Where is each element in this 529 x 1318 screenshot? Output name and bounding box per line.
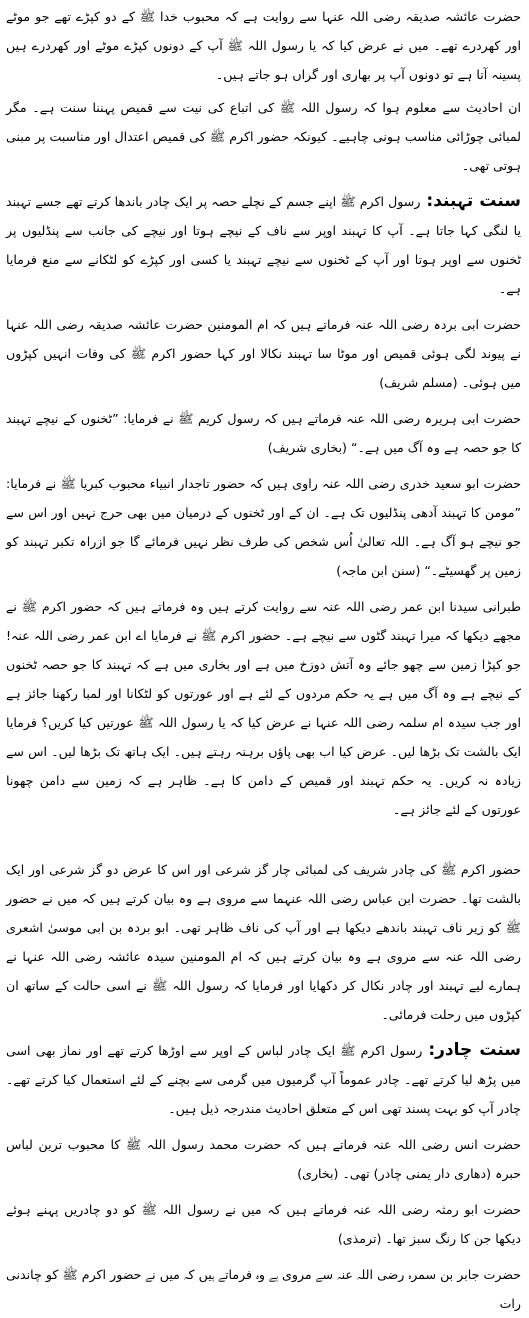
paragraph-text: رسول اکرم ﷺ اپنے جسم کے نچلے حصہ پر ایک چادر باندھا کرتے تھے جسے تہبند یا لنگی کہا جاتا ہے۔ آپ کا تہبند اوپر سے ناف کے نیچے ہوتا اور نیچے کی جانب سے پنڈلیوں پر ٹخنوں سے اوپر ہوتا اور آپ کے ٹخنوں سے نیچے تہبند یا کسی اور کپڑے کو لٹکانے سے منع فرمایا ہے۔ <box>6 194 521 296</box>
paragraph-6 <box>6 469 521 585</box>
paragraph-1 <box>6 2 521 89</box>
paragraph-2 <box>6 93 521 180</box>
paragraph-text: حضرت عائشہ صدیقہ رضی اللہ عنہا سے روایت ہے کہ محبوب خدا ﷺ کے دو کپڑے تھے جو موٹے اور کھردرے تھے۔ میں نے عرض کیا کہ یا رسول اللہ ﷺ آپ کے دونوں کپڑے موٹے اور کھردرے ہیں پسینہ آتا ہے تو دونوں آپ پر بھاری اور گراں ہو جاتے ہیں۔ <box>6 9 521 82</box>
paragraph-5 <box>6 404 521 462</box>
paragraph-9 <box>6 1036 521 1123</box>
paragraph-8 <box>6 855 521 1029</box>
paragraph-text: حضرت ابو سعید خدری رضی اللہ عنہ راوی ہیں کہ حضور تاجدار انبیاء محبوب کبریا ﷺ نے فرمایا: ”مومن کا تہبند آدھی پنڈلیوں تک ہے۔ ان کے اور ٹخنوں کے درمیان میں بھی حرج نہیں اور اس سے جو نیچے ہو آگ ہے۔ اللہ تعالیٰ اُس شخص کی طرف نظر نہیں فرمائے گا جو ازراہ تکبر تہبند کو زمین پر گھسیٹے۔“ (سنن ابن ماجہ) <box>6 476 521 578</box>
paragraph-text: حضور اکرم ﷺ کی چادر شریف کی لمبائی چار گز شرعی اور اس کا عرض دو گز شرعی اور ایک بالشت تھا۔ حضرت ابن عباس رضی اللہ عنہما سے مروی ہے وہ بیان کرتے ہیں کہ میں نے حضور ﷺ کو زیر ناف تہبند باندھے دیکھا ہے اور آپ کی ناف ظاہر تھی۔ ابو بردہ بن ابی موسیٰ اشعری رضی اللہ عنہ سے مروی ہے وہ بیان کرتے ہیں کہ ام المومنین سیدہ عائشہ رضی اللہ عنہا نے ہمارے لیے تہبند اور چادر نکال کر دکھایا اور فرمایا کہ رسول اللہ ﷺ نے اسی حالت کے ساتھ ان کپڑوں میں رحلت فرمائی۔ <box>6 862 521 1022</box>
paragraph-4 <box>6 310 521 397</box>
paragraph-text: ان احادیث سے معلوم ہوا کہ رسول اللہ ﷺ کی اتباع کی نیت سے قمیص پہننا سنت ہے۔ مگر لمبائی چوڑائی مناسب ہونی چاہیے۔ کیونکہ حضور اکرم ﷺ کی قمیص اعتدال اور مناسبت پر مبنی ہوتی تھی۔ <box>6 100 521 173</box>
paragraph-text: حضرت ابو رمثہ رضی اللہ عنہ فرماتے ہیں کہ میں نے رسول اللہ ﷺ کو دو چادریں پہنے ہوئے دیکھا جن کا رنگ سبز تھا۔ (ترمذی) <box>6 1202 521 1246</box>
paragraph-text: حضرت انس رضی اللہ عنہ فرماتے ہیں کہ حضرت محمد رسول اللہ ﷺ کا محبوب ترین لباس حبرہ (دھاری دار یمنی چادر) تھی۔ (بخاری) <box>6 1137 521 1181</box>
paragraph-7 <box>6 592 521 824</box>
paragraph-12 <box>6 1260 521 1318</box>
paragraph-text: حضرت ابی ہریرہ رضی اللہ عنہ فرماتے ہیں کہ رسول کریم ﷺ نے فرمایا: ”ٹخنوں کے نیچے تہبند کا جو حصہ ہے وہ آگ میں ہے۔“ (بخاری شریف) <box>6 411 521 455</box>
paragraph-text: رسول اکرم ﷺ ایک چادر لباس کے اوپر سے اوڑھا کرتے تھے اور نماز بھی اسی میں پڑھ لیا کرتے تھے۔ چادر عموماً آپ گرمیوں میں گرمی سے بچنے کے لئے استعمال کیا کرتے تھے۔ چادر آپ کو بہت پسند تھی اس کے متعلق احادیث مندرجہ ذیل ہیں۔ <box>6 1043 521 1116</box>
paragraph-11 <box>6 1195 521 1253</box>
section-heading-chadar: سنت چادر: <box>428 1040 521 1060</box>
section-heading-tahband: سنت تہبند: <box>426 191 521 211</box>
paragraph-text: طبرانی سیدنا ابن عمر رضی اللہ عنہ سے روایت کرتے ہیں وہ فرماتے ہیں کہ حضور اکرم ﷺ نے مجھے دیکھا کہ میرا تہبند گٹوں سے نیچے ہے۔ حضور اکرم ﷺ نے فرمایا اے ابن عمر رضی اللہ عنہ! جو کپڑا زمین سے چھو جائے وہ آتش دوزخ میں ہے اور بخاری میں ہے کہ تہبند کا جو حصہ ٹخنوں کے نیچے ہے وہ آگ میں ہے یہ حکم مردوں کے لئے ہے اور عورتوں کو لٹکانا اور لمبا رکھنا جائز ہے اور جب سیدہ ام سلمہ رضی اللہ عنہا نے عرض کیا کہ یا رسول اللہ ﷺ عورتیں کیا کریں؟ فرمایا ایک بالشت تک بڑھا لیں۔ عرض کیا اب بھی پاؤں برہنہ رہتے ہیں۔ ایک ہاتھ تک بڑھا لیں۔ اس سے زیادہ نہ کریں۔ یہ حکم تہبند اور قمیص کے دامن کا ہے۔ ظاہر ہے کہ زمین سے دامن چھونا عورتوں کے لئے جائز ہے۔ <box>6 599 521 817</box>
section-spacer <box>6 831 521 855</box>
paragraph-10 <box>6 1130 521 1188</box>
paragraph-text: حضرت جابر بن سمرہ رضی اللہ عنہ سے مروی ہے وہ فرماتے ہیں کہ میں نے حضور اکرم ﷺ کو چاندنی رات <box>6 1267 521 1311</box>
paragraph-text: حضرت ابی بردہ رضی اللہ عنہ فرماتے ہیں کہ ام المومنین حضرت عائشہ صدیقہ رضی اللہ عنہا نے پیوند لگی ہوئی قمیص اور موٹا سا تہبند نکالا اور کہا حضور اکرم ﷺ کی وفات انہیں کپڑوں میں ہوئی۔ (مسلم شریف) <box>6 317 521 390</box>
paragraph-3 <box>6 187 521 303</box>
